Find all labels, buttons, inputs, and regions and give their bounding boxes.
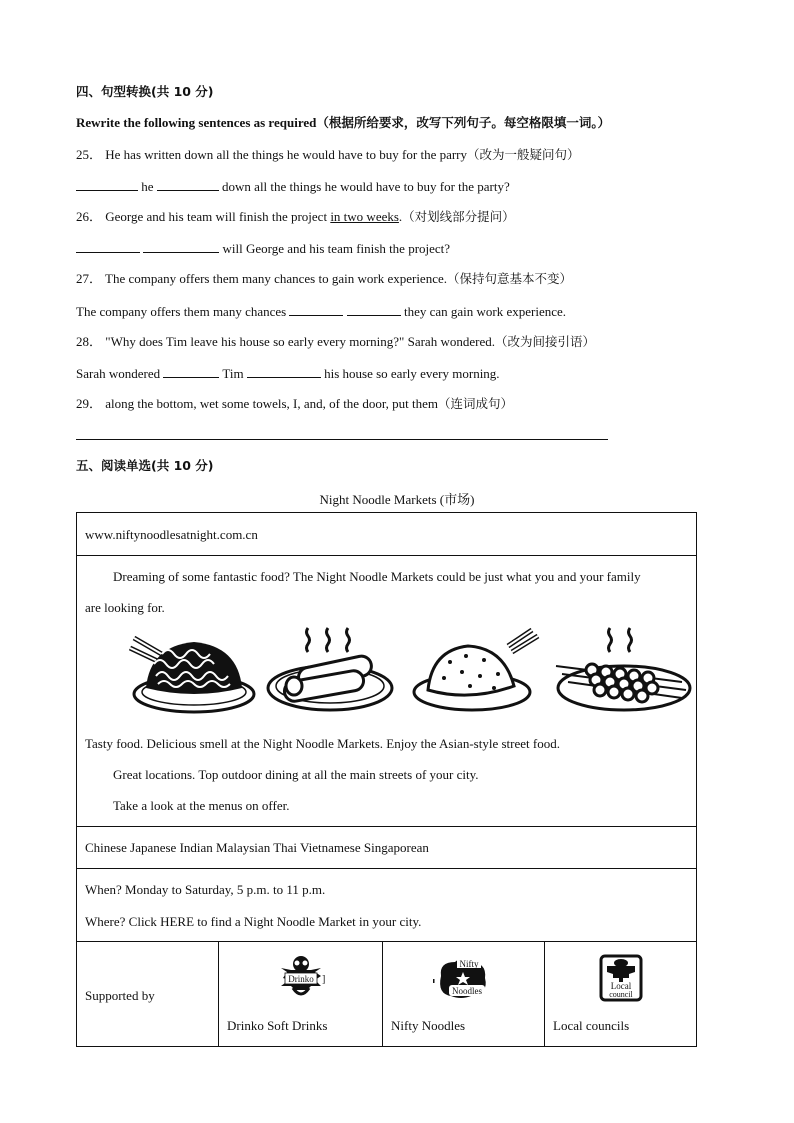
question-prompt: The company offers them many chances to gain work experience.: [105, 271, 447, 286]
answer-blank[interactable]: [157, 178, 219, 191]
section-4-heading: 四、句型转换(共 10 分): [76, 84, 214, 99]
passage-title: Night Noodle Markets (市场): [319, 492, 475, 507]
svg-text:Nifty: Nifty: [459, 959, 479, 969]
menus-line: Take a look at the menus on offer.: [113, 798, 290, 813]
underlined-phrase: in two weeks: [330, 209, 399, 224]
svg-text:Noodles: Noodles: [452, 986, 482, 996]
question-requirement: （保持句意基本不变）: [447, 271, 573, 286]
question-requirement: （改为间接引语）: [494, 334, 595, 349]
question-prompt: George and his team will finish the project: [105, 209, 331, 224]
skewers-plate-icon: [552, 626, 692, 716]
question-requirement: （改为一般疑问句）: [467, 147, 580, 162]
cuisines-row: [77, 827, 696, 869]
question-prompt: along the bottom, wet some towels, I, and, of the door, put them: [105, 396, 438, 411]
question-25: [76, 147, 580, 163]
answer-blank[interactable]: [347, 303, 401, 316]
svg-text:council: council: [609, 990, 633, 999]
website-url[interactable]: www.niftynoodlesatnight.com.cn: [85, 527, 258, 542]
answer-text: Sarah wondered: [76, 366, 161, 381]
sponsor-name: Drinko Soft Drinks: [227, 1018, 328, 1033]
question-number: 27．: [76, 271, 103, 286]
answer-text: down all the things he would have to buy for the party?: [222, 179, 510, 194]
sponsor-drinko: [219, 942, 383, 1046]
question-28: [76, 334, 595, 350]
answer-blank[interactable]: [289, 303, 343, 316]
where-text[interactable]: Where? Click HERE to find a Night Noodle Market in your city.: [85, 914, 422, 929]
svg-text:]: ]: [322, 974, 326, 985]
cuisines-list: Chinese Japanese Indian Malaysian Thai Vietnamese Singaporean: [85, 840, 429, 855]
local-council-logo-icon: [599, 954, 645, 1002]
question-prompt: "Why does Tim leave his house so early every morning?" Sarah wondered.: [105, 334, 495, 349]
answer-blank[interactable]: [76, 178, 138, 191]
answer-27: [76, 303, 566, 320]
svg-text:Local: Local: [610, 981, 632, 991]
when-text: When? Monday to Saturday, 5 p.m. to 11 p.m.: [85, 882, 326, 897]
answer-25: [76, 178, 510, 195]
question-number: 25．: [76, 147, 103, 162]
spring-rolls-plate-icon: [264, 626, 394, 716]
answer-text: he: [141, 179, 154, 194]
svg-text:Drinko: Drinko: [288, 974, 314, 984]
sponsors-row: [77, 942, 696, 1046]
question-requirement: （连词成句）: [438, 396, 514, 411]
nifty-noodles-logo-icon: [431, 954, 495, 1000]
sponsor-name: Nifty Noodles: [391, 1018, 466, 1033]
drinko-logo-icon: [275, 954, 331, 1000]
answer-blank[interactable]: [163, 365, 219, 378]
answer-blank[interactable]: [247, 365, 321, 378]
answer-text: Tim: [222, 366, 244, 381]
answer-26: [76, 240, 450, 257]
intro-line-1: Dreaming of some fantastic food? The Night Noodle Markets could be just what you and your family: [113, 569, 641, 584]
food-illustrations: [120, 626, 690, 726]
question-number: 28．: [76, 334, 103, 349]
instruction-chinese: （根据所给要求，改写下列句子。每空格限填一词。）: [316, 115, 611, 130]
supported-by-label: Supported by: [85, 988, 155, 1003]
section-4-instruction: [76, 115, 610, 131]
fried-rice-plate-icon: [410, 626, 540, 716]
supported-by-cell: [77, 942, 219, 1046]
noodles-plate-icon: [128, 626, 258, 716]
question-prompt-end: .: [398, 209, 403, 224]
sponsor-local-councils: [545, 942, 696, 1046]
sponsor-nifty-noodles: [383, 942, 545, 1046]
answer-blank[interactable]: [76, 240, 140, 253]
advert-table: [76, 512, 697, 1047]
question-number: 26．: [76, 209, 103, 224]
section-5-heading: 五、阅读单选(共 10 分): [76, 458, 214, 473]
answer-text: The company offers them many chances: [76, 304, 287, 319]
question-29: [76, 396, 513, 412]
url-row: [77, 513, 696, 556]
answer-29-line[interactable]: [76, 439, 608, 440]
question-requirement: （对划线部分提问）: [402, 209, 515, 224]
when-where-row: [77, 869, 696, 942]
answer-text: will George and his team finish the project?: [222, 241, 451, 256]
question-26: [76, 209, 515, 225]
answer-28: [76, 365, 500, 382]
question-number: 29．: [76, 396, 103, 411]
sponsor-name: Local councils: [553, 1018, 630, 1033]
instruction-english: Rewrite the following sentences as required: [76, 115, 317, 130]
locations-line: Great locations. Top outdoor dining at all the main streets of your city.: [113, 767, 479, 782]
question-27: [76, 271, 572, 287]
tasty-line: Tasty food. Delicious smell at the Night Noodle Markets. Enjoy the Asian-style street food.: [85, 736, 560, 751]
answer-text: his house so early every morning.: [324, 366, 500, 381]
intro-line-2: are looking for.: [85, 600, 165, 615]
question-prompt: He has written down all the things he would have to buy for the parry: [105, 147, 468, 162]
answer-text: they can gain work experience.: [403, 304, 567, 319]
answer-blank[interactable]: [143, 240, 219, 253]
